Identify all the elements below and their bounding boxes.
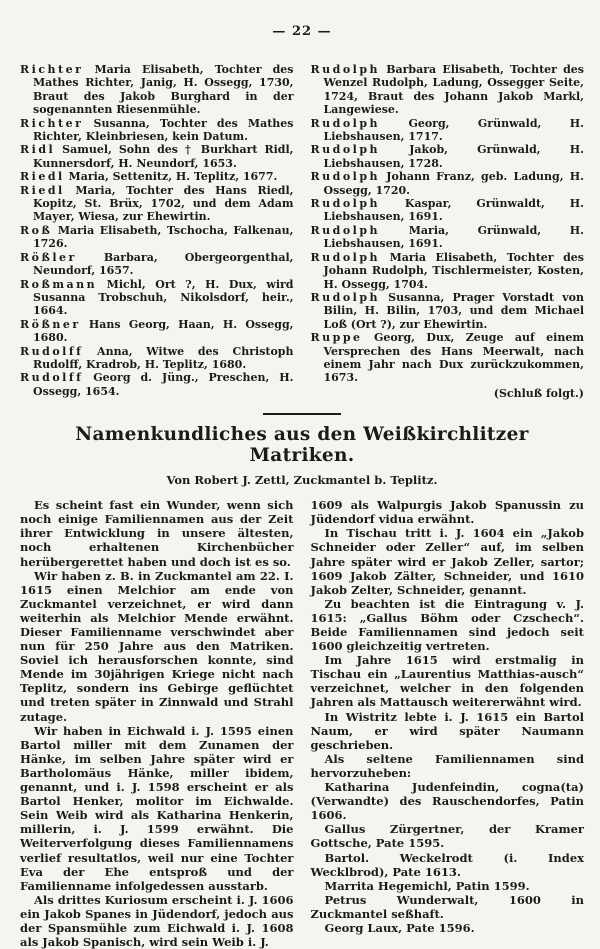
entry-term: Rudolph [310,116,381,130]
entry-text: Susanna, Tochter des Mathes Richter, Kleinbriesen, kein Datum. [33,116,294,144]
entry-term: Rudolph [310,223,381,237]
entry-term: Rößler [20,250,77,264]
entry [20,63,294,117]
register-column-left [20,63,294,400]
paragraph: Marrita Hegemichl, Patin 1599. [324,878,530,893]
entry [20,143,294,170]
entry [20,184,294,224]
paragraph: In Tischau tritt i. J. 1604 ein „Jakob Schneider oder Zeller“ auf, im selben Jahre später wird er Jakob Zeller, sartor; 1609 Jakob Zälter, Schneider, und 1610 Jakob Zelter, Schneider, genannt. [310,526,584,597]
entry-term: Rudolph [310,63,381,76]
entry-text: Georg d. Jüng., Preschen, H. Ossegg, 1654. [33,371,294,398]
entry [20,318,294,345]
paragraph: Georg Laux, Pate 1596. [324,920,475,935]
entry-term: Ruppe [310,331,363,345]
entry-text: Maria Elisabeth, Tochter des Johann Rudolph, Tischlermeister, Kosten, H. Ossegg, 1704. [323,250,584,291]
article-column-right [311,498,585,949]
entry [311,63,585,117]
entry-text: Hans Georg, Haan, H. Ossegg, 1680. [33,317,294,345]
entry [20,117,294,144]
entry-text: Georg, Grünwald, H. Liebshausen, 1717. [323,116,584,144]
entry-text: Maria, Grünwald, H. Liebshausen, 1691. [323,223,584,251]
article-section [20,498,584,949]
entry-text: Jakob, Grünwald, H. Liebshausen, 1728. [323,143,584,170]
entry-text: Georg, Dux, Zeuge auf einem Versprechen des Hans Meerwalt, nach einem Jahr nach Dux zurückzukommen, 1673. [323,331,584,385]
entry-text: Maria Elisabeth, Tschocha, Falkenau, 1726. [33,223,294,251]
register-column-right [311,63,585,400]
entry-term: Rudolph [310,250,381,264]
entry-term: Rudolff [20,344,84,358]
entry [311,143,585,170]
register-section [20,63,584,400]
paragraph: Gallus Zürgertner, der Kramer Gottsche, Pate 1595. [310,822,584,851]
entry-term: Rudolph [310,290,381,304]
entry-text: Barbara, Obergeorgenthal, Neundorf, 1657. [33,250,294,278]
paragraph: Petrus Wunderwalt, 1600 in Zuckmantel seßhaft. [310,892,584,921]
entry-term: Ridl [20,143,56,157]
paragraph: Als seltene Familiennamen sind hervorzuheben: [310,751,584,780]
entry-term: Roßmann [20,277,98,291]
entry-text: Samuel, Sohn des † Burkhart Ridl, Kunnersdorf, H. Neundorf, 1653. [33,143,294,170]
paragraph: Wir haben z. B. in Zuckmantel am 22. I. 1615 einen Melchior am ende von Zuckmantel verzeichnet, er wird dann weiterhin als Melchior Mende erwähnt. Dieser Familienname verschwindet aber nun für 250 Jahre aus den Matriken. Soviel ich herausforschen konnte, sind Mende im 30jährigen Kriege nicht nach Teplitz, sondern ins Gebirge geflüchtet und treten später in Zinnwald und Strahl zutage. [20,568,294,724]
entry-term: Richter [20,63,84,76]
entry-text: Anna, Witwe des Christoph Rudolff, Kradrob, H. Teplitz, 1680. [33,344,294,371]
paragraph: Bartol. Weckelrodt (i. Index Wecklbrod), Pate 1613. [310,850,584,879]
entry-text: Susanna, Prager Vorstadt von Bilin, H. Bilin, 1703, und dem Michael Loß (Ort ?), zur Ehewirtin. [323,290,584,331]
article-byline: Von Robert J. Zettl, Zuckmantel b. Teplitz. [166,473,438,488]
entry [20,170,294,183]
entry [311,117,585,144]
entry-term: Rudolph [310,170,381,184]
paragraph: Katharina Judenfeindin, cogna(ta) (Verwandte) des Rauschendorfes, Patin 1606. [310,780,584,823]
article-column-left [20,498,294,949]
paragraph: Zu beachten ist die Eintragung v. J. 1615: „Gallus Böhm oder Czschech“. Beide Familiennamen sind jedoch seit 1600 gleichzeitig vertreten. [310,596,584,654]
entry-text: Barbara Elisabeth, Tochter des Wenzel Rudolph, Ladung, Ossegger Seite, 1724, Braut des Johann Jakob Markl, Langewiese. [323,63,584,117]
paragraph: 1609 als Walpurgis Jakob Spanussin zu Jüdendorf vidua erwähnt. [310,498,584,527]
entry [20,371,294,398]
entry-text: Kaspar, Grünwaldt, H. Liebshausen, 1691. [323,197,584,224]
entry [311,331,585,385]
entry-text: Maria, Settenitz, H. Teplitz, 1677. [64,170,278,184]
entry [311,197,585,224]
entry-term: Riedl [20,170,65,184]
entry [20,251,294,278]
entry [311,224,585,251]
entry [20,278,294,318]
paragraph: Wir haben in Eichwald i. J. 1595 einen Bartol miller mit dem Zunamen der Hänke, im selben Jahre später wird er Bartholomäus Hänke, miller ibidem, genannt, und i. J. 1598 erscheint er als Bartol Henker, molitor im Eichwalde. Sein Weib wird als Katharina Henkerin, millerin, i. J. 1599 erwähnt. Die Weiterverfolgung dieses Familiennamens verlief resultatlos, weil nur eine Tochter Eva der Ehe entsproß und der Familienname infolgedessen ausstarb. [20,723,294,893]
paragraph: Es scheint fast ein Wunder, wenn sich noch einige Familiennamen aus der Zeit ihrer Entwicklung in unsere ältesten, noch erhaltenen Kirchenbücher herübergerettet haben und doch ist es so. [20,498,294,569]
paragraph: Im Jahre 1615 wird erstmalig in Tischau ein „Laurentius Matthias-ausch“ verzeichnet, welcher in den folgenden Jahren als Mattausch weitererwähnt wird. [310,653,584,710]
paragraph: In Wistritz lebte i. J. 1615 ein Bartol Naum, er wird später Naumann geschrieben. [310,709,584,752]
entry [311,251,585,291]
entry-term: Riedl [20,183,65,197]
entry-text: Maria, Tochter des Hans Riedl, Kopitz, St. Brüx, 1702, und dem Adam Mayer, Wiesa, zur Ehewirtin. [33,183,294,224]
entry-term: Roß [20,223,53,237]
page-number: — 22 — [272,24,332,39]
entry-term: Rudolph [310,197,381,211]
section-divider [263,413,341,415]
entry-text: Maria Elisabeth, Tochter des Mathes Richter, Janig, H. Ossegg, 1730, Braut des Jakob Burghard in der sogenannten Riesenmühle. [33,63,294,117]
entry-term: Richter [20,116,84,130]
entry-text: Michl, Ort ?, H. Dux, wird Susanna Trobschuh, Nikolsdorf, heir., 1664. [33,277,294,318]
entry [20,345,294,372]
article-title: Namenkundliches aus den Weißkirchlitzer Matriken. [75,424,529,467]
entry-term: Rudolph [310,143,381,157]
entry-text: Johann Franz, geb. Ladung, H. Ossegg, 1720. [323,170,584,197]
entry [311,291,585,331]
entry [20,224,294,251]
closing-note: (Schluß folgt.) [493,386,584,400]
entry [311,170,585,197]
paragraph: Als drittes Kuriosum erscheint i. J. 1606 ein Jakob Spanes in Jüdendorf, jedoch aus der Spansmühle zum Eichwald i. J. 1608 als Jakob Spanisch, wird sein Weib i. J. [20,892,294,949]
entry-term: Rößner [20,317,81,331]
entry-term: Rudolff [20,371,84,385]
